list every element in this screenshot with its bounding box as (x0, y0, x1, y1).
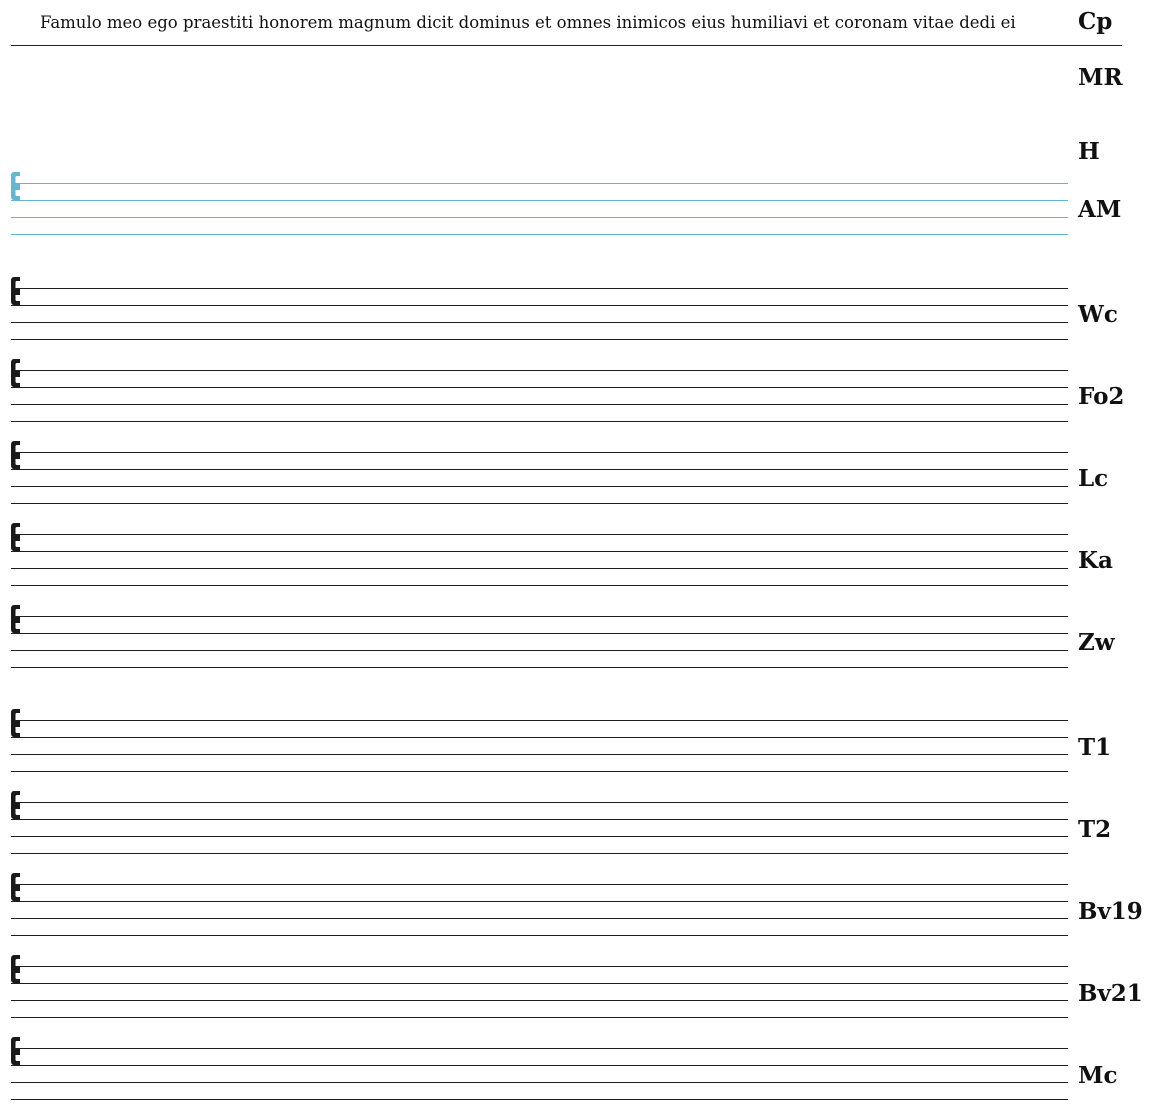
staff[interactable] (0, 183, 1070, 235)
chant-text-header: Famulo meo ego praestiti honorem magnum dicit dominus et omnes inimicos eius humiliavi et coronam vitae dedi ei (40, 13, 1016, 32)
siglum-label[interactable]: Lc (1078, 465, 1109, 492)
siglum-label[interactable]: Wc (1078, 301, 1118, 328)
staff[interactable] (0, 452, 1070, 504)
staff-line (11, 853, 1068, 854)
c-clef-icon (9, 708, 23, 738)
staff-line (11, 935, 1068, 936)
staff-line (11, 469, 1068, 470)
staff-line (11, 884, 1068, 885)
staff[interactable] (0, 802, 1070, 854)
staff-line (11, 720, 1068, 721)
staff-line (11, 836, 1068, 837)
staff[interactable] (0, 966, 1070, 1018)
staff-line (11, 983, 1068, 984)
c-clef-icon (9, 522, 23, 552)
staff-line (11, 551, 1068, 552)
staff-line (11, 288, 1068, 289)
siglum-label[interactable]: AM (1078, 196, 1122, 223)
staff-line (11, 322, 1068, 323)
staff-line (11, 183, 1068, 184)
staff-line (11, 1065, 1068, 1066)
staff-line (11, 667, 1068, 668)
c-clef-icon (9, 872, 23, 902)
staff-line (11, 217, 1068, 218)
siglum-label[interactable]: Cp (1078, 8, 1113, 35)
staff[interactable] (0, 616, 1070, 668)
c-clef-icon (9, 171, 23, 201)
staff-line (11, 966, 1068, 967)
siglum-label[interactable]: Ka (1078, 547, 1113, 574)
staff-line (11, 1048, 1068, 1049)
staff-line (11, 585, 1068, 586)
staff[interactable] (0, 1048, 1070, 1100)
staff[interactable] (0, 720, 1070, 772)
staff-line (11, 1082, 1068, 1083)
staff-line (11, 1099, 1068, 1100)
siglum-label[interactable]: Bv21 (1078, 980, 1143, 1007)
c-clef-icon (9, 954, 23, 984)
staff-line (11, 452, 1068, 453)
staff-line (11, 819, 1068, 820)
siglum-label[interactable]: MR (1078, 64, 1123, 91)
staff-line (11, 234, 1068, 235)
staff-line (11, 568, 1068, 569)
staff-line (11, 650, 1068, 651)
staff-line (11, 534, 1068, 535)
staff-line (11, 200, 1068, 201)
c-clef-icon (9, 276, 23, 306)
staff[interactable] (0, 288, 1070, 340)
staff[interactable] (0, 534, 1070, 586)
staff[interactable] (0, 370, 1070, 422)
siglum-label[interactable]: H (1078, 138, 1100, 165)
staff-line (11, 754, 1068, 755)
staff-line (11, 616, 1068, 617)
staff-line (11, 421, 1068, 422)
staff[interactable] (0, 884, 1070, 936)
staff-line (11, 387, 1068, 388)
c-clef-icon (9, 604, 23, 634)
siglum-label[interactable]: Fo2 (1078, 383, 1125, 410)
c-clef-icon (9, 1036, 23, 1066)
siglum-label[interactable]: T1 (1078, 734, 1112, 761)
staff-line (11, 339, 1068, 340)
c-clef-icon (9, 358, 23, 388)
staff-line (11, 305, 1068, 306)
staff-line (11, 802, 1068, 803)
c-clef-icon (9, 790, 23, 820)
staff-line (11, 503, 1068, 504)
staff-line (11, 901, 1068, 902)
c-clef-icon (9, 440, 23, 470)
staff-line (11, 370, 1068, 371)
siglum-label[interactable]: Bv19 (1078, 898, 1143, 925)
staff-line (11, 771, 1068, 772)
staff-line (11, 1000, 1068, 1001)
header-rule (11, 45, 1122, 46)
staff-line (11, 404, 1068, 405)
siglum-label[interactable]: Zw (1078, 629, 1115, 656)
staff-line (11, 918, 1068, 919)
siglum-label[interactable]: T2 (1078, 816, 1112, 843)
staff-line (11, 633, 1068, 634)
staff-line (11, 1017, 1068, 1018)
siglum-label[interactable]: Mc (1078, 1062, 1118, 1089)
staff-line (11, 486, 1068, 487)
staff-line (11, 737, 1068, 738)
